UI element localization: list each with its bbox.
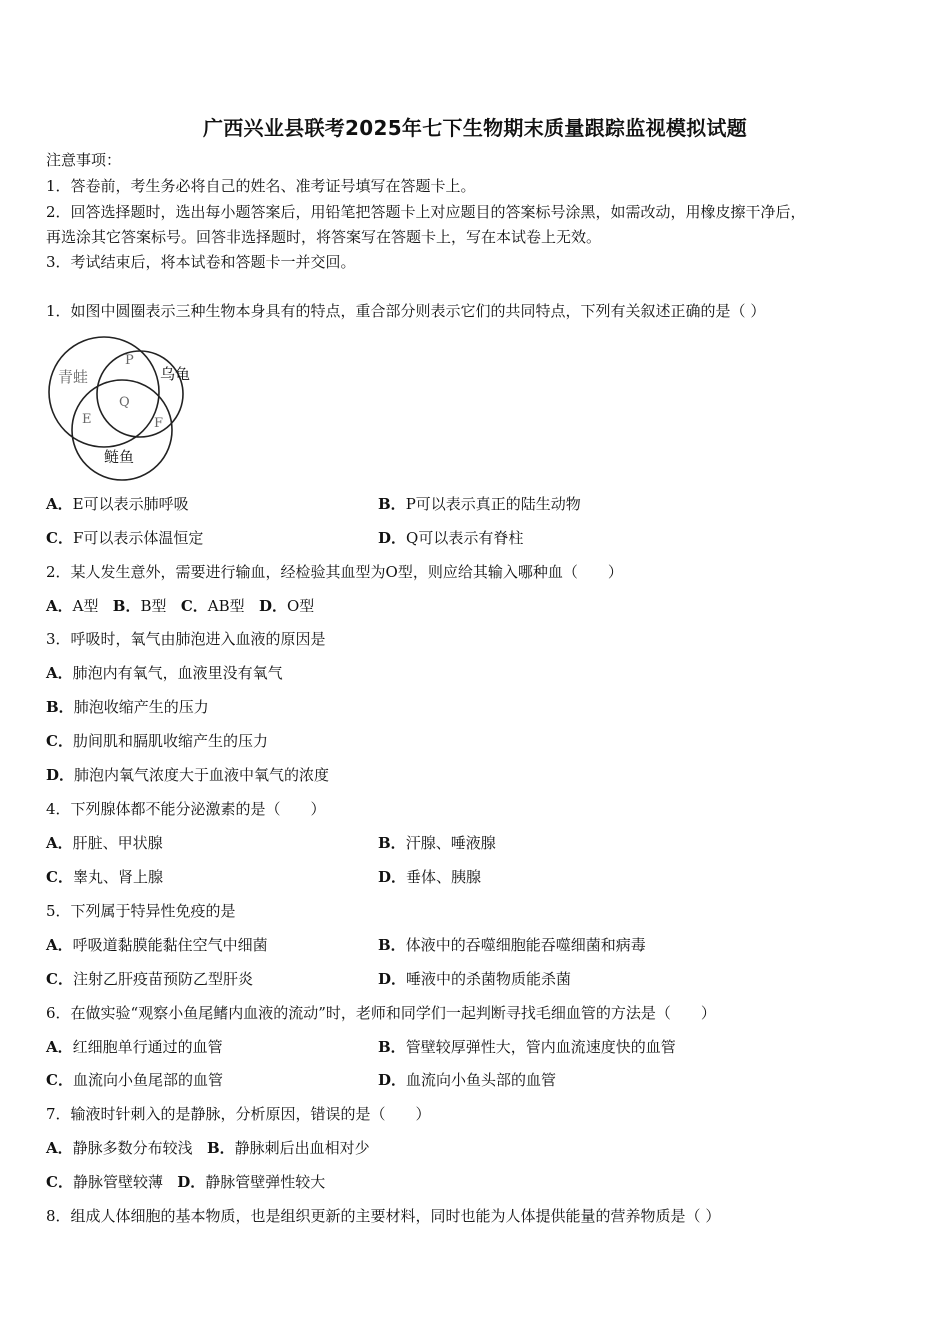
option-label: A． [46, 834, 73, 852]
option-text: 红细胞单行通过的血管 [72, 1038, 223, 1056]
option-label: D． [378, 1071, 407, 1089]
q1-option-b [378, 494, 581, 514]
option-label: A． [46, 664, 73, 682]
option-label: D． [258, 597, 287, 615]
question-8-stem: 8．组成人体细胞的基本物质，也是组织更新的主要材料，同时也能为人体提供能量的营养物质是（ ） [46, 1207, 721, 1225]
note-item-3: 3．考试结束后，将本试卷和答题卡一并交回。 [46, 253, 356, 271]
option-label: D． [378, 970, 407, 988]
venn-circle-turtle [97, 351, 183, 437]
q1-option-a [46, 494, 189, 514]
option-label: D． [378, 529, 407, 547]
option-label: C． [46, 732, 73, 750]
q3-option-d [46, 765, 329, 785]
option-text: 肝脏、甲状腺 [72, 834, 163, 852]
q6-option-a [46, 1037, 223, 1057]
option-label: C． [180, 597, 208, 615]
option-text: 血流向小鱼尾部的血管 [72, 1071, 223, 1089]
option-label: A． [46, 495, 73, 513]
option-label: D． [46, 766, 75, 784]
notes-heading: 注意事项： [46, 151, 122, 169]
note-item-2-line-2: 再选涂其它答案标号。回答非选择题时，将答案写在答题卡上，写在本试卷上无效。 [46, 228, 602, 246]
option-label: D． [378, 868, 407, 886]
q6-option-d [378, 1070, 556, 1090]
q1-option-c [46, 528, 203, 548]
q1-option-d [378, 528, 523, 548]
option-label: B． [46, 698, 74, 716]
option-text: 垂体、胰腺 [406, 868, 482, 886]
option-text: O型 [286, 597, 315, 615]
question-7-stem: 7．输液时针刺入的是静脉，分析原因，错误的是（ ） [46, 1105, 431, 1123]
venn-label-frog: 青蛙 [58, 368, 89, 386]
option-text: 静脉管壁较薄 [72, 1173, 163, 1191]
venn-label-q: Q [119, 395, 130, 410]
option-label: B． [206, 1139, 235, 1157]
option-text: AB型 [207, 597, 245, 615]
option-text: 血流向小鱼头部的血管 [406, 1071, 557, 1089]
q5-option-c [46, 969, 253, 989]
q4-option-a [46, 833, 163, 853]
venn-diagram [44, 334, 194, 484]
option-label: B． [378, 1038, 406, 1056]
option-text: B型 [140, 597, 167, 615]
venn-label-p: P [125, 353, 134, 368]
option-label: C． [46, 868, 73, 886]
option-text: 管壁较厚弹性大，管内血流速度快的血管 [405, 1038, 676, 1056]
option-label: C． [46, 529, 73, 547]
q6-option-c [46, 1070, 223, 1090]
option-text: 睾丸、肾上腺 [72, 868, 163, 886]
question-2-stem: 2．某人发生意外，需要进行输血，经检验其血型为O型，则应给其输入哪种血（ ） [46, 563, 623, 581]
note-item-1: 1．答卷前，考生务必将自己的姓名、准考证号填写在答题卡上。 [46, 177, 476, 195]
option-text: 肺泡内氧气浓度大于血液中氧气的浓度 [74, 766, 330, 784]
q4-option-b [378, 833, 496, 853]
option-text: 注射乙肝疫苗预防乙型肝炎 [72, 970, 253, 988]
q3-option-a [46, 663, 283, 683]
question-1-stem: 1．如图中圆圈表示三种生物本身具有的特点，重合部分则表示它们的共同特点，下列有关叙述正确的是（ ） [46, 302, 766, 320]
option-label: C． [46, 1173, 73, 1191]
option-label: B． [378, 936, 406, 954]
option-text: P可以表示真正的陆生动物 [405, 495, 581, 513]
q5-option-a [46, 935, 268, 955]
option-label: B． [112, 597, 141, 615]
q7-options-row-2 [46, 1172, 325, 1192]
option-text: 肺泡内有氧气，血液里没有氧气 [72, 664, 283, 682]
option-label: A． [46, 936, 73, 954]
note-item-2-line-1: 2．回答选择题时，选出每小题答案后，用铅笔把答题卡上对应题目的答案标号涂黑，如需改动，用橡皮擦干净后， [46, 203, 806, 221]
option-text: 肺泡收缩产生的压力 [73, 698, 209, 716]
option-text: F可以表示体温恒定 [72, 529, 204, 547]
q4-option-d [378, 867, 481, 887]
question-6-stem: 6．在做实验“观察小鱼尾鳍内血液的流动”时，老师和同学们一起判断寻找毛细血管的方法是（ ） [46, 1004, 716, 1022]
option-text: E可以表示肺呼吸 [72, 495, 189, 513]
option-text: Q可以表示有脊柱 [406, 529, 524, 547]
q6-option-b [378, 1037, 676, 1057]
question-5-stem: 5．下列属于特异性免疫的是 [46, 902, 236, 920]
q5-option-b [378, 935, 646, 955]
option-text: 静脉多数分布较浅 [72, 1139, 193, 1157]
option-label: B． [378, 495, 406, 513]
option-label: C． [46, 970, 73, 988]
option-label: B． [378, 834, 406, 852]
option-text: 汗腺、唾液腺 [405, 834, 496, 852]
q5-option-d [378, 969, 571, 989]
option-text: 体液中的吞噬细胞能吞噬细菌和病毒 [405, 936, 646, 954]
venn-label-turtle: 乌龟 [160, 365, 191, 383]
option-text: A型 [72, 597, 99, 615]
q7-options-row-1 [46, 1138, 370, 1158]
option-text: 肋间肌和膈肌收缩产生的压力 [72, 732, 268, 750]
option-text: 静脉管壁弹性较大 [205, 1173, 326, 1191]
venn-circle-frog [49, 337, 159, 447]
option-text: 唾液中的杀菌物质能杀菌 [406, 970, 572, 988]
page-title: 广西兴业县联考2025年七下生物期末质量跟踪监视模拟试题 [202, 116, 748, 140]
q3-option-c [46, 731, 268, 751]
question-3-stem: 3．呼吸时，氧气由肺泡进入血液的原因是 [46, 630, 326, 648]
venn-label-fish: 鲢鱼 [104, 448, 135, 466]
option-text: 静脉刺后出血相对少 [234, 1139, 370, 1157]
option-label: A． [46, 597, 73, 615]
q3-option-b [46, 697, 209, 717]
option-label: C． [46, 1071, 73, 1089]
question-4-stem: 4．下列腺体都不能分泌激素的是（ ） [46, 800, 326, 818]
q4-option-c [46, 867, 163, 887]
option-label: A． [46, 1139, 73, 1157]
option-label: D． [177, 1173, 206, 1191]
option-text: 呼吸道黏膜能黏住空气中细菌 [72, 936, 268, 954]
q2-options [46, 596, 314, 616]
venn-label-f: F [154, 416, 164, 431]
venn-label-e: E [82, 412, 92, 427]
option-label: A． [46, 1038, 73, 1056]
